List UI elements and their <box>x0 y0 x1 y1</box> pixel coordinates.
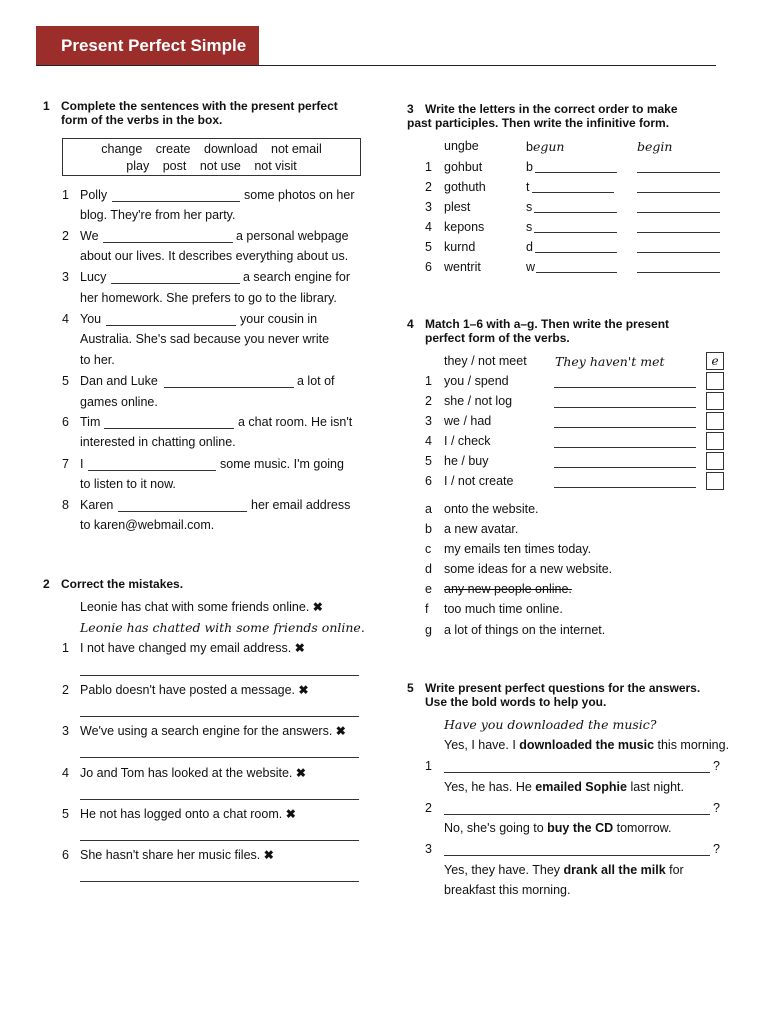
cross-icon: ✖ <box>294 641 305 655</box>
question-mark: ? <box>713 759 720 773</box>
participle-blank[interactable] <box>534 232 617 233</box>
item-subject: Lucy <box>80 270 107 284</box>
option-text-struck: any new people online. <box>444 582 572 596</box>
item-number: 3 <box>62 270 69 284</box>
answer-line[interactable] <box>80 881 359 882</box>
option-letter: c <box>425 542 432 556</box>
item-text: her email address <box>251 498 351 512</box>
item-text: interested in chatting online. <box>80 435 236 449</box>
q3-instruction-line1: Write the letters in the correct order to make <box>425 102 678 116</box>
example-question: Have you downloaded the music? <box>444 717 657 732</box>
cross-icon: ✖ <box>295 766 306 780</box>
item-number: 2 <box>62 229 69 243</box>
infinitive-blank[interactable] <box>637 212 720 213</box>
q3-number: 3 <box>407 102 414 116</box>
item-number: 8 <box>62 498 69 512</box>
item-number: 1 <box>62 641 69 655</box>
cross-icon: ✖ <box>298 683 309 697</box>
answer-blank[interactable] <box>111 283 240 284</box>
option-text: some ideas for a new website. <box>444 562 613 576</box>
infinitive-blank[interactable] <box>637 172 720 173</box>
item-subject: Dan and Luke <box>80 374 158 388</box>
answer-blank[interactable] <box>164 387 294 388</box>
cross-icon: ✖ <box>335 724 346 738</box>
answer-blank[interactable] <box>554 447 696 448</box>
verb-word: download <box>204 142 258 156</box>
question-mark: ? <box>713 842 720 856</box>
answer-text-line2: breakfast this morning. <box>444 883 571 897</box>
verb-word: play <box>126 159 150 173</box>
option-letter: d <box>425 562 432 576</box>
q5-instruction-line1: Write present perfect questions for the answers. <box>425 681 701 695</box>
verb-box-row2 <box>63 158 360 175</box>
item-text: a search engine for <box>243 270 351 284</box>
item-text: I not have changed my email address. ✖ <box>80 641 305 655</box>
item-text: games online. <box>80 395 158 409</box>
item-number: 6 <box>425 474 432 488</box>
verb-box <box>62 138 361 176</box>
item-text: blog. They're from her party. <box>80 208 236 222</box>
item-number: 5 <box>425 240 432 254</box>
start-letter: w <box>526 260 536 274</box>
item-text: some music. I'm going <box>220 457 344 471</box>
answer-checkbox[interactable] <box>706 472 724 490</box>
q1-instruction-line1: Complete the sentences with the present perfect <box>61 99 338 113</box>
answer-blank[interactable] <box>103 242 233 243</box>
item-number: 1 <box>425 160 432 174</box>
answer-blank[interactable] <box>554 467 696 468</box>
item-number: 3 <box>425 414 432 428</box>
q1-instruction-line2: form of the verbs in the box. <box>61 113 223 127</box>
answer-text: Yes, he has. He emailed Sophie last night. <box>444 780 684 794</box>
infinitive-blank[interactable] <box>637 272 720 273</box>
option-text: a new avatar. <box>444 522 519 536</box>
answer-line[interactable] <box>80 716 359 717</box>
item-text: Australia. She's sad because you never write <box>80 332 330 346</box>
option-letter: g <box>425 623 432 637</box>
answer-checkbox[interactable] <box>706 372 724 390</box>
scrambled-word: wentrit <box>444 260 481 274</box>
item-number: 2 <box>425 394 432 408</box>
infinitive-blank[interactable] <box>637 252 720 253</box>
infinitive-blank[interactable] <box>637 192 720 193</box>
option-text: a lot of things on the internet. <box>444 623 606 637</box>
answer-checkbox[interactable] <box>706 412 724 430</box>
answer-line[interactable] <box>80 757 359 758</box>
q5-number: 5 <box>407 681 414 695</box>
item-number: 7 <box>62 457 69 471</box>
item-text: to karen@webmail.com. <box>80 518 215 532</box>
answer-text: Yes, they have. They drank all the milk for <box>444 863 684 877</box>
option-letter: e <box>425 582 432 596</box>
item-prompt: he / buy <box>444 454 489 468</box>
answer-blank[interactable] <box>112 201 240 202</box>
question-blank[interactable] <box>444 855 710 856</box>
infinitive-blank[interactable] <box>637 232 720 233</box>
example-answer: Yes, I have. I downloaded the music this morning. <box>444 738 730 752</box>
q4-instruction-line1: Match 1–6 with a–g. Then write the present <box>425 317 670 331</box>
item-number: 1 <box>425 374 432 388</box>
verb-box-row1 <box>63 141 360 158</box>
q4-instruction-line2: perfect form of the verbs. <box>425 331 570 345</box>
item-text: a chat room. He isn't <box>238 415 353 429</box>
q5-instruction-line2: Use the bold words to help you. <box>425 695 607 709</box>
q2-example-answer: Leonie has chatted with some friends online. <box>80 620 365 635</box>
answer-blank[interactable] <box>554 387 696 388</box>
item-text: to listen to it now. <box>80 477 176 491</box>
q4-number: 4 <box>407 317 414 331</box>
verb-word: not email <box>271 142 322 156</box>
answer-checkbox[interactable]: e <box>706 352 724 370</box>
item-number: 6 <box>62 848 69 862</box>
item-subject: Karen <box>80 498 114 512</box>
item-number: 5 <box>62 374 69 388</box>
example-infinitive: begin <box>637 139 673 154</box>
example-prompt: they / not meet <box>444 354 527 368</box>
answer-checkbox[interactable] <box>706 392 724 410</box>
item-number: 6 <box>425 260 432 274</box>
item-number: 4 <box>62 312 69 326</box>
cross-icon: ✖ <box>263 848 274 862</box>
item-number: 4 <box>425 220 432 234</box>
answer-blank[interactable] <box>88 470 216 471</box>
item-text: about our lives. It describes everything about us. <box>80 249 349 263</box>
example-sentence: Leonie has chat with some friends online. <box>80 600 310 614</box>
item-number: 3 <box>62 724 69 738</box>
start-letter: s <box>526 220 533 234</box>
start-letter: s <box>526 200 533 214</box>
item-text: a personal webpage <box>236 229 349 243</box>
question-blank[interactable] <box>444 814 710 815</box>
question-blank[interactable] <box>444 772 710 773</box>
scrambled-word: gothuth <box>444 180 486 194</box>
scrambled-word: plest <box>444 200 471 214</box>
option-letter: b <box>425 522 432 536</box>
scrambled-word: kepons <box>444 220 485 234</box>
question-mark: ? <box>713 801 720 815</box>
item-text: a lot of <box>297 374 335 388</box>
item-text: some photos on her <box>244 188 355 202</box>
item-number: 3 <box>425 200 432 214</box>
item-subject: Polly <box>80 188 108 202</box>
item-subject: You <box>80 312 102 326</box>
item-subject: Tim <box>80 415 101 429</box>
scrambled-word: gohbut <box>444 160 483 174</box>
option-letter: f <box>425 602 429 616</box>
answer-text: No, she's going to buy the CD tomorrow. <box>444 821 672 835</box>
scrambled-word: kurnd <box>444 240 476 254</box>
answer-line[interactable] <box>80 799 359 800</box>
answer-checkbox[interactable] <box>706 452 724 470</box>
item-number: 5 <box>425 454 432 468</box>
item-number: 2 <box>62 683 69 697</box>
item-text: your cousin in <box>240 312 318 326</box>
answer-blank[interactable] <box>554 487 696 488</box>
item-prompt: we / had <box>444 414 492 428</box>
q2-example <box>80 600 323 614</box>
item-text: Jo and Tom has looked at the website. ✖ <box>80 766 306 780</box>
item-text: He not has logged onto a chat room. ✖ <box>80 807 296 821</box>
item-prompt: she / not log <box>444 394 513 408</box>
answer-checkbox[interactable] <box>706 432 724 450</box>
start-letter: t <box>526 180 530 194</box>
answer-blank[interactable] <box>104 428 234 429</box>
item-subject: I <box>80 457 84 471</box>
item-prompt: I / check <box>444 434 491 448</box>
page-title: Present Perfect Simple <box>36 26 259 66</box>
title-rule <box>36 65 716 66</box>
cross-icon: ✖ <box>312 600 323 614</box>
answer-blank[interactable] <box>106 325 236 326</box>
item-subject: We <box>80 229 99 243</box>
item-prompt: you / spend <box>444 374 509 388</box>
example-answer: They haven't met <box>555 354 665 369</box>
q3-instruction-line2: past participles. Then write the infinitive form. <box>407 116 670 130</box>
item-number: 1 <box>62 188 69 202</box>
participle-blank[interactable] <box>535 172 617 173</box>
verb-word: change <box>101 142 143 156</box>
answer-blank[interactable] <box>118 511 247 512</box>
verb-word: not visit <box>254 159 297 173</box>
item-text: her homework. She prefers to go to the library. <box>80 291 337 305</box>
answer-blank[interactable] <box>554 427 696 428</box>
cross-icon: ✖ <box>285 807 296 821</box>
option-text: onto the website. <box>444 502 539 516</box>
option-letter: a <box>425 502 432 516</box>
answer-blank[interactable] <box>554 407 696 408</box>
answer-line[interactable] <box>80 675 359 676</box>
item-prompt: I / not create <box>444 474 514 488</box>
item-number: 1 <box>425 759 432 773</box>
verb-word: post <box>162 159 187 173</box>
item-number: 4 <box>425 434 432 448</box>
q2-instruction: Correct the mistakes. <box>61 577 184 591</box>
item-number: 4 <box>62 766 69 780</box>
verb-word: not use <box>199 159 241 173</box>
item-number: 2 <box>425 180 432 194</box>
example-participle: begun <box>526 139 565 154</box>
q2-number: 2 <box>43 577 50 591</box>
participle-blank[interactable] <box>536 272 617 273</box>
participle-blank[interactable] <box>532 192 614 193</box>
start-letter: b <box>526 160 533 174</box>
example-word: ungbe <box>444 139 479 153</box>
participle-blank[interactable] <box>535 252 617 253</box>
item-text: Pablo doesn't have posted a message. ✖ <box>80 683 309 697</box>
start-letter: d <box>526 240 533 254</box>
item-number: 6 <box>62 415 69 429</box>
q1-number: 1 <box>43 99 50 113</box>
verb-word: create <box>155 142 191 156</box>
item-number: 3 <box>425 842 432 856</box>
answer-line[interactable] <box>80 840 359 841</box>
item-number: 2 <box>425 801 432 815</box>
participle-blank[interactable] <box>534 212 617 213</box>
item-text: We've using a search engine for the answers. ✖ <box>80 724 346 738</box>
option-text: my emails ten times today. <box>444 542 592 556</box>
item-text: She hasn't share her music files. ✖ <box>80 848 274 862</box>
item-text: to her. <box>80 353 115 367</box>
option-text: too much time online. <box>444 602 563 616</box>
item-number: 5 <box>62 807 69 821</box>
